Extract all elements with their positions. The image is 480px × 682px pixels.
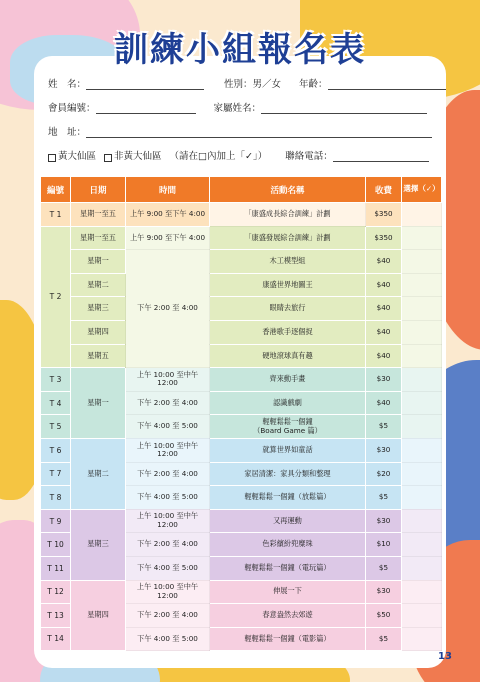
row-fee: $40 bbox=[366, 250, 402, 274]
row-fee: $40 bbox=[366, 391, 402, 415]
row-fee: $30 bbox=[366, 509, 402, 533]
row-activity: 輕輕鬆鬆一個鐘（放鬆篇） bbox=[210, 486, 366, 510]
row-select-cell[interactable] bbox=[402, 203, 442, 227]
row-code: T 5 bbox=[41, 415, 71, 439]
row-time: 下午 4:00 至 5:00 bbox=[126, 556, 210, 580]
row-select-cell[interactable] bbox=[402, 509, 442, 533]
row-activity: 又再運動 bbox=[210, 509, 366, 533]
address-field[interactable] bbox=[86, 127, 432, 138]
row-fee: $5 bbox=[366, 556, 402, 580]
row-fee: $350 bbox=[366, 203, 402, 227]
row-select-cell[interactable] bbox=[402, 627, 442, 651]
row-day: 星期二 bbox=[71, 438, 126, 509]
table-row bbox=[41, 368, 442, 392]
row-code: T 10 bbox=[41, 533, 71, 557]
area-note: （請在□內加上「✓」） bbox=[169, 151, 268, 162]
table-header-row bbox=[41, 177, 442, 203]
row-fee: $40 bbox=[366, 320, 402, 344]
row-time: 上午 10:00 至中午 12:00 bbox=[126, 509, 210, 533]
activity-table bbox=[40, 176, 442, 651]
header-time: 時間 bbox=[126, 177, 210, 203]
row-fee: $10 bbox=[366, 533, 402, 557]
table-row bbox=[41, 226, 442, 250]
row-day: 星期五 bbox=[71, 344, 126, 368]
row-fee: $5 bbox=[366, 415, 402, 439]
row-select-cell[interactable] bbox=[402, 438, 442, 462]
row-activity: 輕輕鬆鬆一個鐘（電玩篇） bbox=[210, 556, 366, 580]
row-activity: 「康盛發展綜合訓練」計劃 bbox=[210, 226, 366, 250]
row-time: 下午 4:00 至 5:00 bbox=[126, 627, 210, 651]
row-activity: 家居清潔：家具分類和整理 bbox=[210, 462, 366, 486]
area-checkbox-wong-tai-sin[interactable] bbox=[48, 154, 56, 162]
row-activity: 認識戲劇 bbox=[210, 391, 366, 415]
row-select-cell[interactable] bbox=[402, 368, 442, 392]
gender-label: 性別：男／女 bbox=[224, 79, 282, 90]
row-fee: $40 bbox=[366, 344, 402, 368]
row-code: T 8 bbox=[41, 486, 71, 510]
row-activity-line-2: （Board Game 篇） bbox=[253, 425, 322, 435]
row-day: 星期四 bbox=[71, 580, 126, 651]
row-activity: 齊來動手畫 bbox=[210, 368, 366, 392]
header-activity: 活動名稱 bbox=[210, 177, 366, 203]
row-activity: 色彩繽紛兜糜珠 bbox=[210, 533, 366, 557]
row-code: T 7 bbox=[41, 462, 71, 486]
row-time: 上午 10:00 至中午 12:00 bbox=[126, 368, 210, 392]
address-label: 地 址： bbox=[48, 127, 87, 138]
age-field[interactable] bbox=[328, 79, 446, 90]
table-row bbox=[41, 273, 442, 297]
row-fee: $50 bbox=[366, 604, 402, 628]
row-time: 上午 10:00 至中午 12:00 bbox=[126, 438, 210, 462]
row-time: 上午 10:00 至中午 12:00 bbox=[126, 580, 210, 604]
row-day: 星期三 bbox=[71, 297, 126, 321]
table-row bbox=[41, 320, 442, 344]
header-fee: 收費 bbox=[366, 177, 402, 203]
row-activity: 輕輕鬆鬆一個鐘（電影篇） bbox=[210, 627, 366, 651]
row-select-cell[interactable] bbox=[402, 604, 442, 628]
row-activity bbox=[210, 415, 366, 439]
row-day: 星期一 bbox=[71, 250, 126, 274]
form-row-address bbox=[48, 124, 432, 138]
table-row bbox=[41, 250, 442, 274]
row-select-cell[interactable] bbox=[402, 250, 442, 274]
area-option-2: 非黃大仙區 bbox=[114, 151, 162, 162]
row-select-cell[interactable] bbox=[402, 320, 442, 344]
member-no-label: 會員編號： bbox=[48, 103, 96, 114]
row-activity: 康盛世界地圖王 bbox=[210, 273, 366, 297]
row-activity: 就算世界如童話 bbox=[210, 438, 366, 462]
row-fee: $350 bbox=[366, 226, 402, 250]
row-select-cell[interactable] bbox=[402, 556, 442, 580]
page-number: 13 bbox=[438, 651, 452, 662]
row-code: T 11 bbox=[41, 556, 71, 580]
header-code: 編號 bbox=[41, 177, 71, 203]
row-time: 下午 2:00 至 4:00 bbox=[126, 604, 210, 628]
row-code: T 12 bbox=[41, 580, 71, 604]
row-activity: 伸展一下 bbox=[210, 580, 366, 604]
row-fee: $5 bbox=[366, 486, 402, 510]
name-label: 姓 名： bbox=[48, 79, 87, 90]
row-day: 星期二 bbox=[71, 273, 126, 297]
table-row bbox=[41, 344, 442, 368]
row-activity: 硬地滾球真有趣 bbox=[210, 344, 366, 368]
row-day: 星期一至五 bbox=[71, 226, 126, 250]
row-select-cell[interactable] bbox=[402, 415, 442, 439]
row-activity: 春意盎然去郊遊 bbox=[210, 604, 366, 628]
row-day: 星期三 bbox=[71, 509, 126, 580]
row-code: T 3 bbox=[41, 368, 71, 392]
row-fee: $20 bbox=[366, 462, 402, 486]
row-day: 星期一 bbox=[71, 368, 126, 439]
row-code: T 14 bbox=[41, 627, 71, 651]
table-row bbox=[41, 509, 442, 533]
table-row bbox=[41, 580, 442, 604]
row-code: T 4 bbox=[41, 391, 71, 415]
row-select-cell[interactable] bbox=[402, 580, 442, 604]
row-select-cell[interactable] bbox=[402, 533, 442, 557]
row-select-cell[interactable] bbox=[402, 462, 442, 486]
table-row bbox=[41, 203, 442, 227]
age-label: 年齡： bbox=[299, 79, 328, 90]
member-no-field[interactable] bbox=[96, 103, 196, 114]
row-code: T 1 bbox=[41, 203, 71, 227]
page-title: 訓練小組報名表 bbox=[114, 30, 366, 70]
row-day: 星期四 bbox=[71, 320, 126, 344]
row-select-cell[interactable] bbox=[402, 226, 442, 250]
row-time: 上午 9:00 至下午 4:00 bbox=[126, 226, 210, 250]
row-time: 下午 4:00 至 5:00 bbox=[126, 486, 210, 510]
row-select-cell[interactable] bbox=[402, 486, 442, 510]
row-select-cell[interactable] bbox=[402, 273, 442, 297]
row-code: T 9 bbox=[41, 509, 71, 533]
guardian-label: 家屬姓名： bbox=[213, 103, 262, 114]
header-select: 選擇（✓） bbox=[402, 177, 442, 203]
row-select-cell[interactable] bbox=[402, 344, 442, 368]
phone-label: 聯絡電話： bbox=[285, 151, 333, 162]
row-code: T 2 bbox=[41, 226, 71, 368]
row-fee: $5 bbox=[366, 627, 402, 651]
row-time: 下午 4:00 至 5:00 bbox=[126, 415, 210, 439]
row-code: T 13 bbox=[41, 604, 71, 628]
row-activity: 木工模型組 bbox=[210, 250, 366, 274]
form-row-area bbox=[48, 148, 429, 162]
header-day: 日期 bbox=[71, 177, 126, 203]
row-time: 下午 2:00 至 4:00 bbox=[126, 250, 210, 368]
table-row bbox=[41, 438, 442, 462]
row-fee: $40 bbox=[366, 273, 402, 297]
row-activity: 香港歌手逐個捉 bbox=[210, 320, 366, 344]
row-time: 下午 2:00 至 4:00 bbox=[126, 462, 210, 486]
row-fee: $40 bbox=[366, 297, 402, 321]
form-row-member bbox=[48, 100, 427, 114]
row-time: 上午 9:00 至下午 4:00 bbox=[126, 203, 210, 227]
row-select-cell[interactable] bbox=[402, 297, 442, 321]
row-activity: 「康盛成長綜合訓練」計劃 bbox=[210, 203, 366, 227]
row-activity-line-1: 輕輕鬆鬆一個鐘 bbox=[262, 417, 313, 426]
row-fee: $30 bbox=[366, 368, 402, 392]
table-row bbox=[41, 297, 442, 321]
row-code: T 6 bbox=[41, 438, 71, 462]
row-fee: $30 bbox=[366, 580, 402, 604]
row-activity: 眼睛去旅行 bbox=[210, 297, 366, 321]
form-row-name bbox=[48, 76, 446, 90]
row-select-cell[interactable] bbox=[402, 391, 442, 415]
area-option-1: 黃大仙區 bbox=[58, 151, 97, 162]
row-fee: $30 bbox=[366, 438, 402, 462]
row-time: 下午 2:00 至 4:00 bbox=[126, 391, 210, 415]
row-day: 星期一至五 bbox=[71, 203, 126, 227]
phone-field[interactable] bbox=[333, 151, 429, 162]
name-field[interactable] bbox=[86, 79, 204, 90]
guardian-field[interactable] bbox=[261, 103, 427, 114]
area-checkbox-other[interactable] bbox=[104, 154, 112, 162]
row-time: 下午 2:00 至 4:00 bbox=[126, 533, 210, 557]
